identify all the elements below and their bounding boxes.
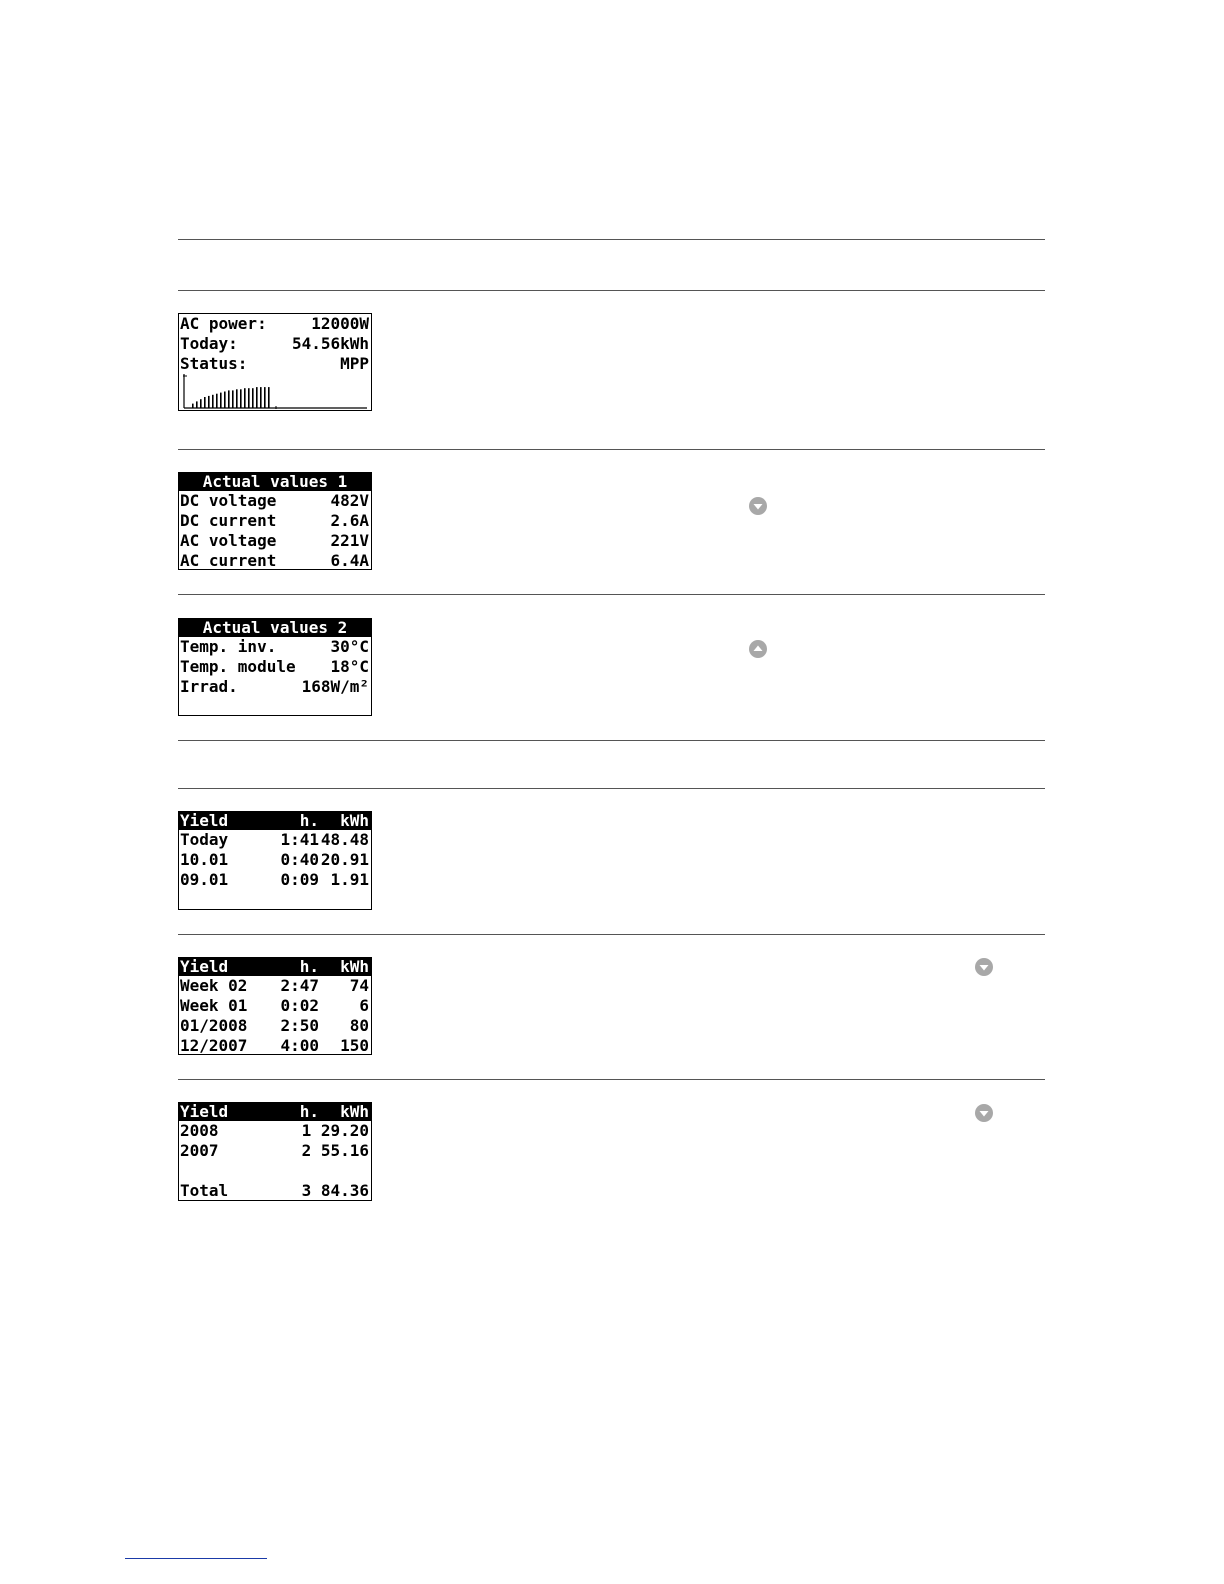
lcd-label: DC voltage <box>180 491 277 510</box>
lcd-yield-years <box>178 1102 372 1201</box>
cell-label: 12/2007 <box>180 1036 248 1055</box>
lcd-value: 2.6A <box>330 511 369 530</box>
cell-kwh: 1.91 <box>330 870 369 889</box>
lcd-value: 482V <box>330 491 369 510</box>
cell-hours: 0:40 <box>280 850 319 869</box>
lcd-row <box>179 511 371 531</box>
lcd-value: 18°C <box>330 657 369 676</box>
lcd-table-header <box>179 1103 371 1121</box>
chart-bar <box>220 393 222 408</box>
chart-bar <box>264 387 266 408</box>
lcd-table-header <box>179 812 371 830</box>
lcd-row <box>179 551 371 570</box>
chart-bar <box>256 387 258 408</box>
cell-kwh: 20.91 <box>320 850 369 869</box>
lcd-title: Actual values 1 <box>179 473 371 491</box>
lcd-label: Status: <box>180 354 248 373</box>
col-hours-header: h. <box>299 957 319 976</box>
cell-label: Total <box>180 1181 229 1200</box>
cell-label: 09.01 <box>180 870 229 889</box>
lcd-actual-values-2 <box>178 618 372 716</box>
power-bar-chart <box>179 372 371 410</box>
cell-label: Week 01 <box>180 996 248 1015</box>
lcd-row <box>179 677 371 697</box>
lcd-label: AC current <box>180 551 277 570</box>
lcd-label: Temp. module <box>180 657 296 676</box>
cell-hours: 1:41 <box>280 830 319 849</box>
chart-bar <box>248 388 250 408</box>
lcd-row <box>179 531 371 551</box>
cell-kwh: 80 <box>349 1016 369 1035</box>
cell-kwh: 48.48 <box>320 830 369 849</box>
col-kwh-header: kWh <box>340 811 369 830</box>
chart-bar <box>224 392 226 409</box>
lcd-row <box>179 334 371 354</box>
cell-label: 2008 <box>180 1121 219 1140</box>
divider <box>178 239 1045 240</box>
lcd-label: DC current <box>180 511 277 530</box>
chart-bar <box>200 399 202 408</box>
lcd-row <box>179 657 371 677</box>
lcd-label: AC voltage <box>180 531 277 550</box>
chart-bar <box>244 388 246 408</box>
table-row <box>179 830 371 850</box>
lcd-value: 168W/m² <box>301 677 369 696</box>
divider <box>178 1079 1045 1080</box>
cell-value: 1 29.20 <box>301 1121 369 1140</box>
chart-bar <box>268 387 270 408</box>
lcd-table-header <box>179 958 371 976</box>
lcd-value: 221V <box>330 531 369 550</box>
arrow-down-circle-icon[interactable] <box>975 958 993 976</box>
lcd-yield-weeks <box>178 957 372 1055</box>
cell-hours: 4:00 <box>280 1036 319 1055</box>
cell-kwh: 150 <box>340 1036 369 1055</box>
chart-bar <box>216 394 218 408</box>
footer-link-underline <box>125 1558 267 1559</box>
lcd-value: 54.56kWh <box>291 334 369 353</box>
chart-bar <box>236 389 238 408</box>
chart-bar <box>240 389 242 408</box>
col-label-header: Yield <box>180 957 229 976</box>
table-row <box>179 996 371 1016</box>
arrow-down-circle-icon[interactable] <box>749 497 767 515</box>
table-row <box>179 850 371 870</box>
chart-bar <box>208 396 210 408</box>
cell-kwh: 74 <box>349 976 369 995</box>
table-row <box>179 1181 371 1201</box>
cell-hours: 2:47 <box>280 976 319 995</box>
cell-hours: 0:02 <box>280 996 319 1015</box>
divider <box>178 740 1045 741</box>
lcd-value: MPP <box>340 354 369 373</box>
chart-bar <box>212 395 214 408</box>
divider <box>178 788 1045 789</box>
divider <box>178 290 1045 291</box>
lcd-main-screen <box>178 313 372 411</box>
col-label-header: Yield <box>180 811 229 830</box>
table-row <box>179 1036 371 1055</box>
arrow-up-circle-icon[interactable] <box>749 640 767 658</box>
divider <box>178 594 1045 595</box>
col-hours-header: h. <box>299 1102 319 1121</box>
lcd-title: Actual values 2 <box>179 619 371 637</box>
cell-label: Week 02 <box>180 976 248 995</box>
table-row <box>179 1121 371 1141</box>
lcd-row <box>179 354 371 374</box>
lcd-yield-days <box>178 811 372 910</box>
lcd-row <box>179 491 371 511</box>
chart-bar <box>232 390 234 408</box>
table-row <box>179 1016 371 1036</box>
lcd-value: 30°C <box>330 637 369 656</box>
lcd-value: 6.4A <box>330 551 369 570</box>
chart-bar <box>260 387 262 408</box>
cell-hours: 2:50 <box>280 1016 319 1035</box>
lcd-label: Irrad. <box>180 677 238 696</box>
chart-bar <box>196 401 198 408</box>
lcd-value: 12000W <box>311 314 369 333</box>
col-hours-header: h. <box>299 811 319 830</box>
lcd-label: Temp. inv. <box>180 637 277 656</box>
cell-hours: 0:09 <box>280 870 319 889</box>
col-label-header: Yield <box>180 1102 229 1121</box>
chart-bar <box>228 390 230 408</box>
cell-label: Today <box>180 830 229 849</box>
table-row <box>179 1141 371 1161</box>
cell-label: 01/2008 <box>180 1016 248 1035</box>
chart-bar <box>204 397 206 408</box>
table-row <box>179 870 371 890</box>
arrow-down-circle-icon[interactable] <box>975 1104 993 1122</box>
lcd-label: Today: <box>180 334 238 353</box>
cell-value: 2 55.16 <box>301 1141 369 1160</box>
chart-bar <box>252 388 254 408</box>
table-row <box>179 976 371 996</box>
table-row <box>179 1161 371 1181</box>
cell-label: 2007 <box>180 1141 219 1160</box>
divider <box>178 934 1045 935</box>
chart-bar <box>192 404 194 408</box>
divider <box>178 449 1045 450</box>
lcd-row <box>179 314 371 334</box>
lcd-row <box>179 637 371 657</box>
cell-kwh: 6 <box>359 996 369 1015</box>
col-kwh-header: kWh <box>340 957 369 976</box>
col-kwh-header: kWh <box>340 1102 369 1121</box>
lcd-label: AC power: <box>180 314 267 333</box>
cell-label: 10.01 <box>180 850 229 869</box>
lcd-actual-values-1 <box>178 472 372 570</box>
cell-value: 3 84.36 <box>301 1181 369 1200</box>
